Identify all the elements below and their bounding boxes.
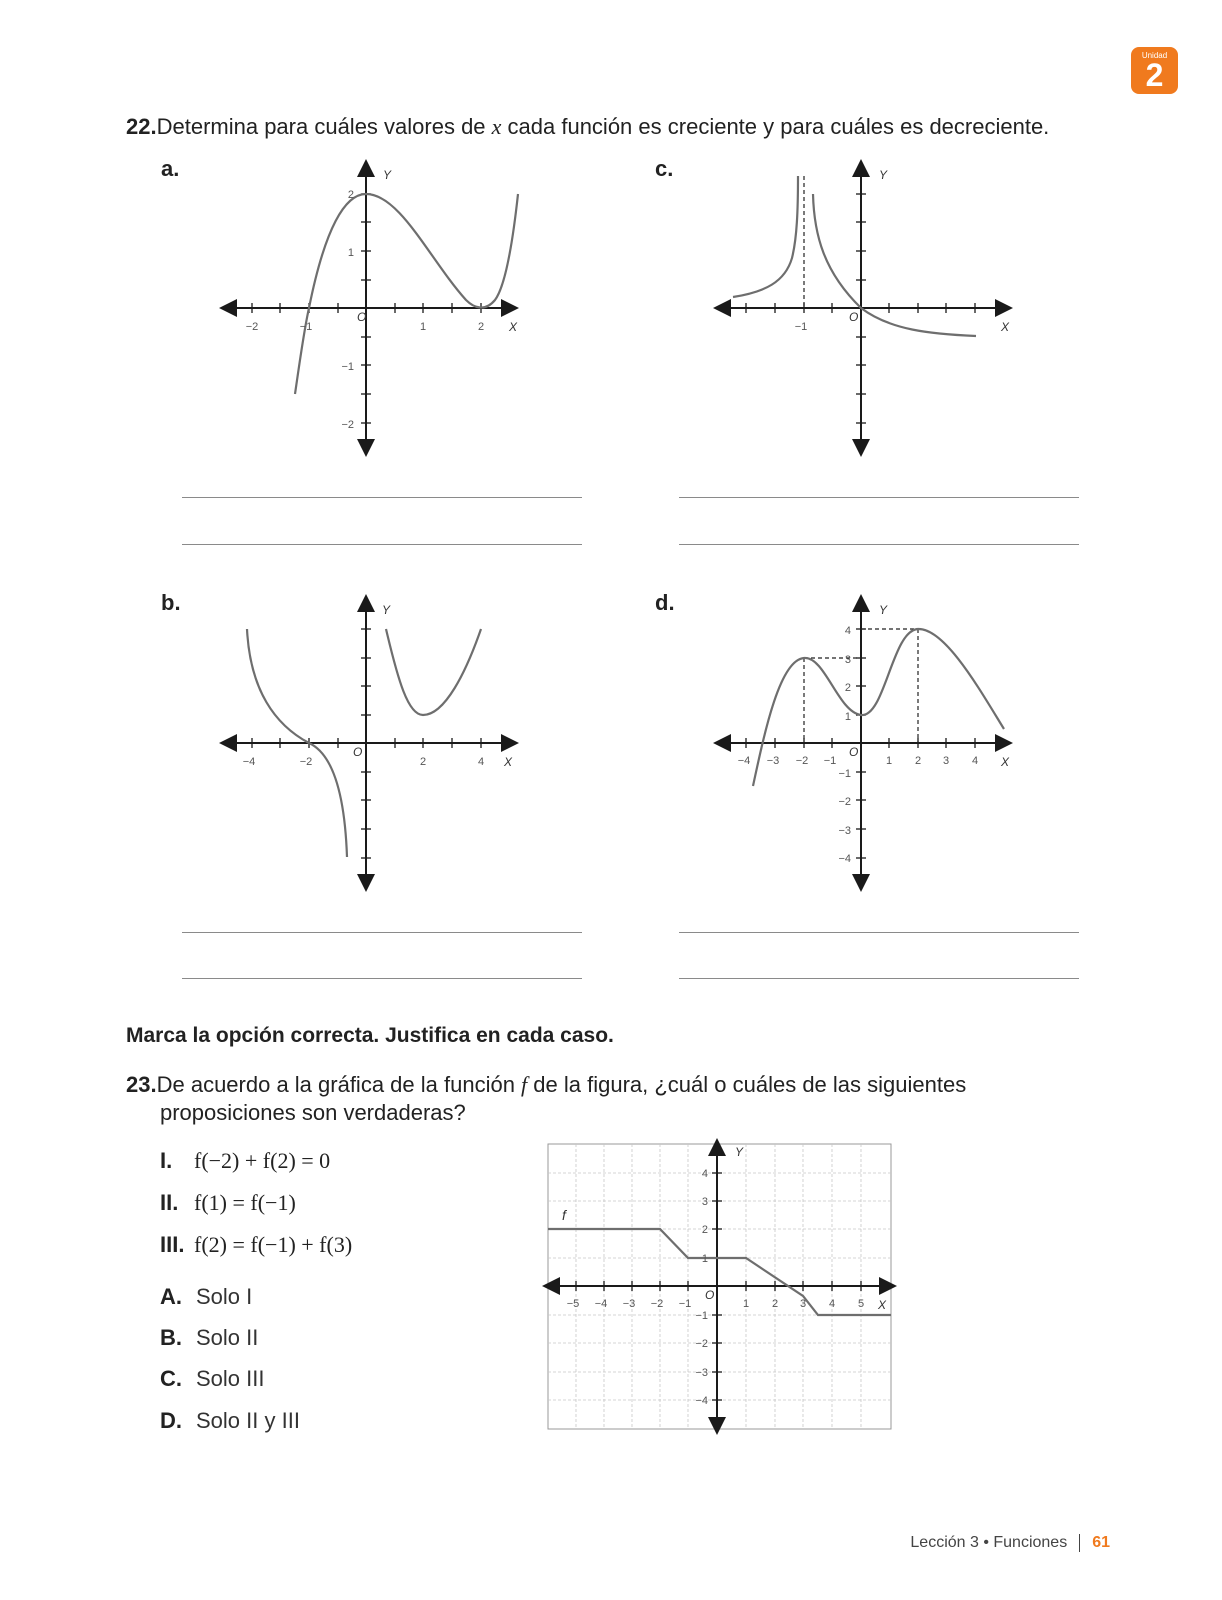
graph-a-xtick-2: 2 — [477, 321, 485, 333]
part-d-label: d. — [655, 590, 675, 615]
graph-d-curve — [753, 629, 1004, 786]
question-22-variable: x — [491, 114, 502, 139]
unit-badge-label: Unidad — [1141, 51, 1168, 60]
graph-b-xtick-2: 2 — [419, 756, 427, 768]
graph-c-curve-right — [813, 194, 976, 336]
graph-a-origin: O — [357, 310, 367, 324]
question-23-text-after: de la figura, ¿cuál o cuáles de las siguientes — [527, 1072, 967, 1097]
graph-a-ytick-1: 1 — [347, 247, 354, 259]
graph-b-origin: O — [353, 745, 363, 759]
proposition-1 — [160, 1148, 330, 1174]
graph-23-y-label: Y — [735, 1145, 744, 1159]
graph-23-ytick-neg1: −1 — [695, 1310, 708, 1322]
graph-d-ytick-neg4: −4 — [838, 853, 851, 865]
graph-d-xtick-neg4: −4 — [737, 755, 751, 767]
proposition-2-expr: f(1) = f(−1) — [194, 1190, 296, 1215]
graph-c-curve-left — [733, 176, 798, 297]
graph-c-x-label: X — [1001, 320, 1010, 334]
instruction: Marca la opción correcta. Justifica en cada caso. — [126, 1024, 614, 1047]
proposition-2-numeral: II. — [160, 1190, 179, 1215]
graph-d-y-label: Y — [879, 603, 888, 617]
graph-23-xtick-4: 4 — [828, 1298, 836, 1310]
graph-23-ytick-neg2: −2 — [695, 1338, 708, 1350]
graph-a-xtick-neg1: −1 — [299, 321, 313, 333]
graph-23-ytick-neg4: −4 — [695, 1395, 708, 1407]
question-23-number: 23. — [126, 1072, 157, 1097]
option-a-text: Solo I — [196, 1284, 253, 1309]
page-number: 61 — [1092, 1534, 1110, 1552]
graph-d-xtick-neg2: −2 — [795, 755, 809, 767]
graph-d-xtick-2: 2 — [914, 755, 922, 767]
graph-b-x-label: X — [504, 755, 513, 769]
graph-23-xtick-5: 5 — [857, 1298, 865, 1310]
graph-23-xtick-neg3: −3 — [622, 1298, 636, 1310]
answer-line-c-1[interactable] — [679, 497, 1079, 498]
proposition-3-expr: f(2) = f(−1) + f(3) — [194, 1232, 353, 1257]
graph-c-xtick-neg1: −1 — [794, 321, 808, 333]
graph-d-ytick-neg3: −3 — [838, 825, 851, 837]
graph-23-xtick-1: 1 — [742, 1298, 750, 1310]
answer-line-b-1[interactable] — [182, 932, 582, 933]
answer-line-a-1[interactable] — [182, 497, 582, 498]
graph-d-x-label: X — [1001, 755, 1010, 769]
option-b-text: Solo II — [196, 1325, 259, 1350]
footer-lesson: Lección 3 • Funciones — [910, 1534, 1068, 1552]
question-23-text-before: De acuerdo a la gráfica de la función — [156, 1072, 522, 1097]
graph-b-xtick-neg4: −4 — [242, 756, 256, 768]
graph-d-origin: O — [849, 745, 859, 759]
option-d-text: Solo II y III — [196, 1408, 300, 1433]
graph-23-xtick-neg4: −4 — [594, 1298, 608, 1310]
graph-d-xtick-neg1: −1 — [823, 755, 837, 767]
answer-line-d-1[interactable] — [679, 932, 1079, 933]
proposition-1-expr: f(−2) + f(2) = 0 — [194, 1148, 331, 1173]
graph-23-x-label: X — [878, 1298, 887, 1312]
option-c[interactable] — [160, 1366, 264, 1392]
proposition-3-numeral: III. — [160, 1232, 185, 1257]
question-23-line-2: proposiciones son verdaderas? — [160, 1100, 466, 1125]
graph-23-xtick-neg5: −5 — [566, 1298, 580, 1310]
graph-d-ytick-neg2: −2 — [838, 796, 851, 808]
graph-a — [228, 168, 518, 448]
option-d-letter: D. — [160, 1408, 182, 1433]
question-22-text-before: Determina para cuáles valores de — [156, 114, 492, 139]
graph-b-xtick-neg2: −2 — [299, 756, 313, 768]
graph-23-origin: O — [705, 1288, 715, 1302]
graph-a-ytick-neg1: −1 — [341, 361, 354, 373]
question-23-line-1 — [126, 1071, 966, 1099]
graph-23-ytick-3: 3 — [701, 1196, 708, 1208]
answer-line-d-2[interactable] — [679, 978, 1079, 979]
unit-badge-number: 2 — [1145, 57, 1164, 93]
option-c-letter: C. — [160, 1366, 182, 1391]
graph-23-xtick-3: 3 — [799, 1298, 807, 1310]
graph-d-ytick-4: 4 — [844, 625, 851, 637]
graph-d-xtick-4: 4 — [971, 755, 979, 767]
graph-23-ytick-neg3: −3 — [695, 1367, 708, 1379]
graph-a-curve — [295, 194, 518, 394]
graph-a-xtick-1: 1 — [419, 321, 427, 333]
footer-separator — [1079, 1534, 1080, 1552]
graph-d-ytick-3: 3 — [844, 654, 851, 666]
graph-a-ytick-neg2: −2 — [341, 419, 354, 431]
graph-23-xtick-neg1: −1 — [678, 1298, 692, 1310]
option-c-text: Solo III — [196, 1366, 265, 1391]
option-a[interactable] — [160, 1284, 252, 1310]
graph-c-origin: O — [849, 310, 859, 324]
option-d[interactable] — [160, 1408, 300, 1434]
graph-23-curve-label: f — [562, 1207, 566, 1223]
answer-line-b-2[interactable] — [182, 978, 582, 979]
question-22-text-after: cada función es creciente y para cuáles es decreciente. — [501, 114, 1050, 139]
graph-23-ytick-1: 1 — [701, 1253, 708, 1265]
part-a-label: a. — [161, 156, 180, 181]
graph-d — [722, 603, 1010, 883]
part-b-label: b. — [161, 590, 181, 615]
part-c-label: c. — [655, 156, 674, 181]
answer-line-a-2[interactable] — [182, 544, 582, 545]
graph-a-xtick-neg2: −2 — [245, 321, 259, 333]
proposition-3 — [160, 1232, 352, 1258]
option-b[interactable] — [160, 1325, 258, 1351]
graph-c — [722, 168, 1010, 448]
graph-a-y-label: Y — [383, 168, 392, 182]
option-b-letter: B. — [160, 1325, 182, 1350]
page-footer — [910, 1534, 1110, 1552]
graph-d-xtick-3: 3 — [942, 755, 950, 767]
graph-b-xtick-4: 4 — [477, 756, 485, 768]
graph-d-xtick-1: 1 — [885, 755, 893, 767]
graph-d-ytick-neg1: −1 — [838, 768, 851, 780]
graph-23-ytick-2: 2 — [701, 1224, 708, 1236]
question-22-number: 22. — [126, 114, 157, 139]
question-23-function: f — [521, 1072, 528, 1097]
graph-b — [228, 603, 513, 883]
answer-line-c-2[interactable] — [679, 544, 1079, 545]
graph-b-y-label: Y — [382, 603, 391, 617]
graph-23 — [548, 1144, 891, 1429]
graph-d-ytick-2: 2 — [844, 682, 851, 694]
graph-23-ytick-4: 4 — [701, 1168, 708, 1180]
graph-d-ytick-1: 1 — [844, 711, 851, 723]
graph-23-xtick-neg2: −2 — [650, 1298, 664, 1310]
graph-a-ytick-2: 2 — [347, 189, 354, 201]
graph-b-curve-right — [386, 629, 481, 715]
graph-23-xtick-2: 2 — [771, 1298, 779, 1310]
proposition-2 — [160, 1190, 296, 1216]
proposition-1-numeral: I. — [160, 1148, 173, 1173]
option-a-letter: A. — [160, 1284, 182, 1309]
graph-a-x-label: X — [509, 320, 518, 334]
graph-c-y-label: Y — [879, 168, 888, 182]
graph-d-xtick-neg3: −3 — [766, 755, 780, 767]
